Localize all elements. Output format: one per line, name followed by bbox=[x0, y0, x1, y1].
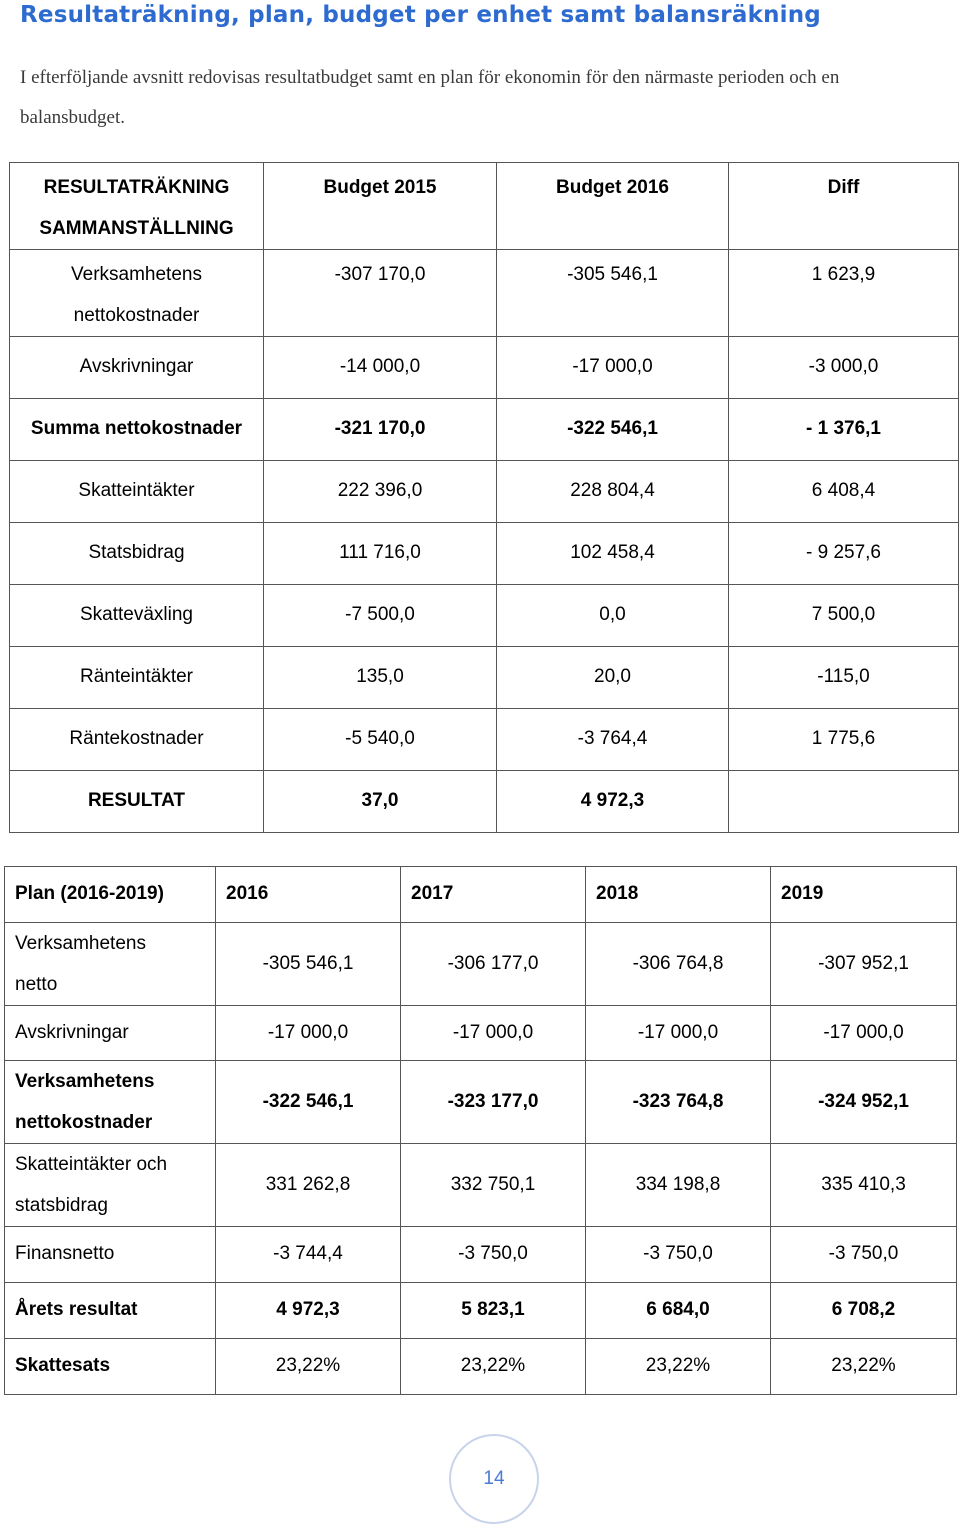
cell-budget-2016: -305 546,1 bbox=[497, 250, 729, 337]
cell-2018: -17 000,0 bbox=[586, 1006, 771, 1061]
results-header-row bbox=[10, 163, 959, 250]
row-label: Verksamhetens netto bbox=[5, 923, 216, 1006]
cell-2019: -324 952,1 bbox=[771, 1061, 957, 1144]
row-label: Skatteintäkter och statsbidrag bbox=[5, 1144, 216, 1227]
cell-2019: 23,22% bbox=[771, 1339, 957, 1395]
plan-header-2017: 2017 bbox=[401, 867, 586, 923]
table-row bbox=[5, 1006, 957, 1061]
row-label: Räntekostnader bbox=[10, 709, 264, 771]
row-label: Summa nettokostnader bbox=[10, 399, 264, 461]
cell-diff: 1 775,6 bbox=[729, 709, 959, 771]
cell-2019: 335 410,3 bbox=[771, 1144, 957, 1227]
page-number-label: 14 bbox=[483, 1468, 505, 1489]
plan-header-row bbox=[5, 867, 957, 923]
cell-budget-2016: 0,0 bbox=[497, 585, 729, 647]
cell-2019: -307 952,1 bbox=[771, 923, 957, 1006]
row-label: Statsbidrag bbox=[10, 523, 264, 585]
cell-2018: -323 764,8 bbox=[586, 1061, 771, 1144]
section-heading: Resultaträkning, plan, budget per enhet samt balansräkning bbox=[20, 2, 821, 28]
cell-budget-2015: 111 716,0 bbox=[264, 523, 497, 585]
plan-header-2018: 2018 bbox=[586, 867, 771, 923]
table-row bbox=[5, 1061, 957, 1144]
cell-2018: -3 750,0 bbox=[586, 1227, 771, 1283]
cell-2016: 23,22% bbox=[216, 1339, 401, 1395]
table-row bbox=[5, 1227, 957, 1283]
cell-budget-2016: -17 000,0 bbox=[497, 337, 729, 399]
row-label: Verksamhetens nettokostnader bbox=[10, 250, 264, 337]
cell-2016: -322 546,1 bbox=[216, 1061, 401, 1144]
cell-budget-2016: 228 804,4 bbox=[497, 461, 729, 523]
cell-2016: 4 972,3 bbox=[216, 1283, 401, 1339]
cell-2017: 23,22% bbox=[401, 1339, 586, 1395]
table-row bbox=[10, 709, 959, 771]
cell-budget-2015: -7 500,0 bbox=[264, 585, 497, 647]
cell-diff: 7 500,0 bbox=[729, 585, 959, 647]
cell-2016: -3 744,4 bbox=[216, 1227, 401, 1283]
table-row bbox=[10, 523, 959, 585]
plan-header-2019: 2019 bbox=[771, 867, 957, 923]
cell-2017: -323 177,0 bbox=[401, 1061, 586, 1144]
cell-diff: 6 408,4 bbox=[729, 461, 959, 523]
cell-budget-2015: 222 396,0 bbox=[264, 461, 497, 523]
table-row bbox=[10, 585, 959, 647]
cell-2016: 331 262,8 bbox=[216, 1144, 401, 1227]
cell-diff: -3 000,0 bbox=[729, 337, 959, 399]
cell-budget-2015: 135,0 bbox=[264, 647, 497, 709]
row-label: Finansnetto bbox=[5, 1227, 216, 1283]
table-row bbox=[10, 250, 959, 337]
results-header-budget-2016: Budget 2016 bbox=[497, 163, 729, 250]
row-label: Verksamhetens nettokostnader bbox=[5, 1061, 216, 1144]
cell-budget-2015: -307 170,0 bbox=[264, 250, 497, 337]
plan-table bbox=[4, 866, 957, 1395]
results-header-label: RESULTATRÄKNING SAMMANSTÄLLNING bbox=[10, 163, 264, 250]
row-label: Skatteintäkter bbox=[10, 461, 264, 523]
row-label: Skattesats bbox=[5, 1339, 216, 1395]
cell-budget-2015: 37,0 bbox=[264, 771, 497, 833]
table-row bbox=[5, 1283, 957, 1339]
row-label: Avskrivningar bbox=[10, 337, 264, 399]
table-row bbox=[10, 399, 959, 461]
cell-2018: 23,22% bbox=[586, 1339, 771, 1395]
cell-2016: -305 546,1 bbox=[216, 923, 401, 1006]
table-row bbox=[10, 461, 959, 523]
results-header-budget-2015: Budget 2015 bbox=[264, 163, 497, 250]
table-row bbox=[10, 771, 959, 833]
row-label: Ränteintäkter bbox=[10, 647, 264, 709]
row-label: Årets resultat bbox=[5, 1283, 216, 1339]
cell-2019: -3 750,0 bbox=[771, 1227, 957, 1283]
cell-2017: 332 750,1 bbox=[401, 1144, 586, 1227]
cell-2018: -306 764,8 bbox=[586, 923, 771, 1006]
table-row bbox=[5, 1144, 957, 1227]
intro-paragraph: I efterföljande avsnitt redovisas resultatbudget samt en plan för ekonomin för den närmaste perioden och en balansbudget. bbox=[20, 67, 840, 128]
cell-2019: -17 000,0 bbox=[771, 1006, 957, 1061]
cell-budget-2016: -322 546,1 bbox=[497, 399, 729, 461]
cell-budget-2015: -14 000,0 bbox=[264, 337, 497, 399]
cell-budget-2015: -5 540,0 bbox=[264, 709, 497, 771]
results-header-diff: Diff bbox=[729, 163, 959, 250]
cell-budget-2016: 4 972,3 bbox=[497, 771, 729, 833]
cell-2017: -17 000,0 bbox=[401, 1006, 586, 1061]
cell-2019: 6 708,2 bbox=[771, 1283, 957, 1339]
cell-budget-2016: 20,0 bbox=[497, 647, 729, 709]
results-table bbox=[9, 162, 959, 833]
row-label: Avskrivningar bbox=[5, 1006, 216, 1061]
cell-budget-2016: -3 764,4 bbox=[497, 709, 729, 771]
cell-diff: - 9 257,6 bbox=[729, 523, 959, 585]
table-row bbox=[5, 1339, 957, 1395]
row-label: Skatteväxling bbox=[10, 585, 264, 647]
cell-diff: -115,0 bbox=[729, 647, 959, 709]
cell-diff: - 1 376,1 bbox=[729, 399, 959, 461]
cell-diff bbox=[729, 771, 959, 833]
cell-budget-2015: -321 170,0 bbox=[264, 399, 497, 461]
cell-2017: -3 750,0 bbox=[401, 1227, 586, 1283]
plan-header-label: Plan (2016-2019) bbox=[5, 867, 216, 923]
plan-header-2016: 2016 bbox=[216, 867, 401, 923]
cell-2018: 334 198,8 bbox=[586, 1144, 771, 1227]
cell-2018: 6 684,0 bbox=[586, 1283, 771, 1339]
cell-budget-2016: 102 458,4 bbox=[497, 523, 729, 585]
cell-2017: -306 177,0 bbox=[401, 923, 586, 1006]
row-label: RESULTAT bbox=[10, 771, 264, 833]
table-row bbox=[10, 647, 959, 709]
table-row bbox=[10, 337, 959, 399]
cell-2016: -17 000,0 bbox=[216, 1006, 401, 1061]
cell-diff: 1 623,9 bbox=[729, 250, 959, 337]
table-row bbox=[5, 923, 957, 1006]
cell-2017: 5 823,1 bbox=[401, 1283, 586, 1339]
page-number bbox=[449, 1434, 539, 1524]
